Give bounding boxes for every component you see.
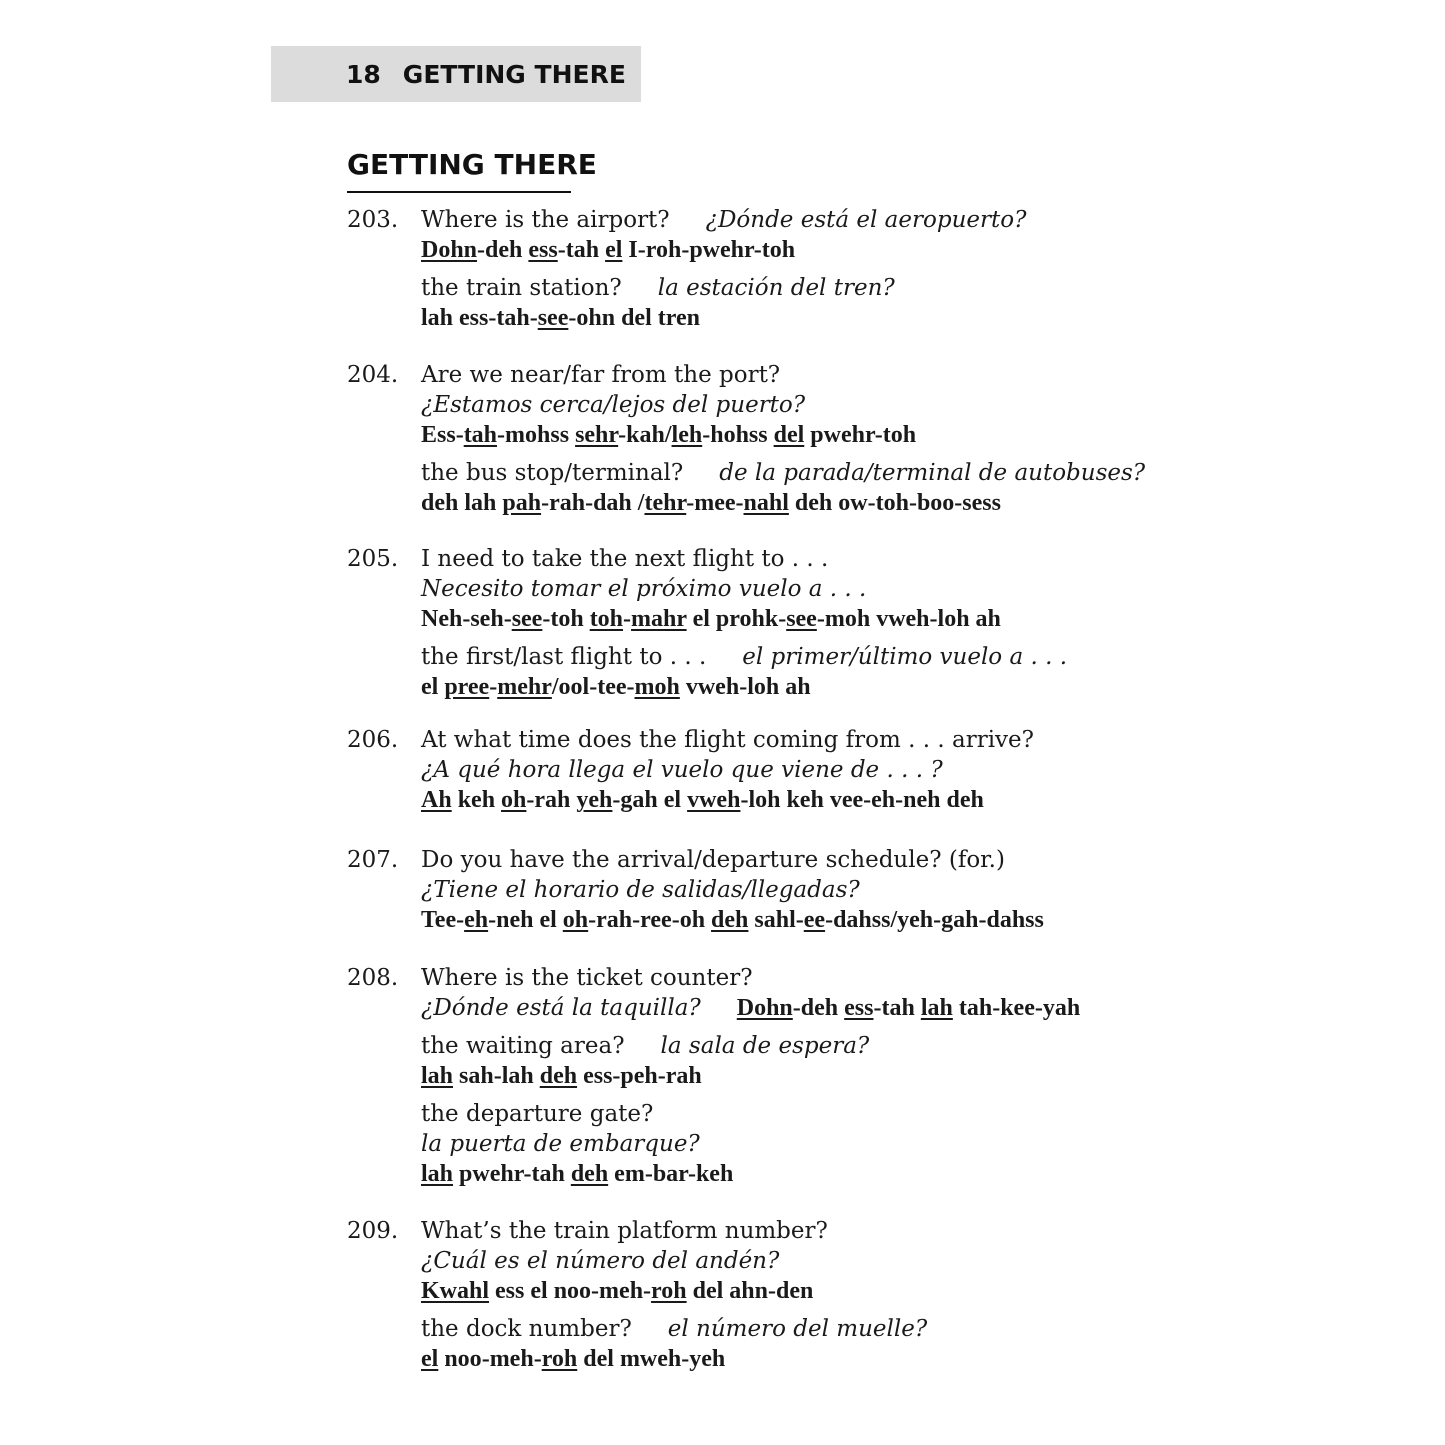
pronunciation: Kwahl ess el noo-meh-roh del ahn-den [421,1278,814,1304]
spanish-subphrase: el primer/último vuelo a . . . [742,644,1068,670]
spanish-subphrase: el número del muelle? [667,1316,928,1342]
entry-number: 204. [347,362,399,388]
entry-number: 207. [347,847,399,873]
english-subphrase: the first/last flight to . . . [421,644,707,670]
phrase-entry-203 [347,205,1026,333]
english-phrase: At what time does the flight coming from . . . arrive? [421,727,1034,753]
english-phrase: Do you have the arrival/departure schedule? (for.) [421,847,1005,873]
phrase-entry-208 [347,963,1080,1189]
pronunciation: Dohn-deh ess-tah el I-roh-pwehr-toh [421,237,796,263]
pronunciation: Tee-eh-neh el oh-rah-ree-oh deh sahl-ee-dahss/yeh-gah-dahss [421,907,1044,933]
entry-number: 208. [347,965,399,991]
running-header [271,46,641,102]
english-subphrase-2: the departure gate? [421,1101,654,1127]
phrase-entry-206 [347,725,1034,815]
phrase-entry-205 [347,544,1067,702]
spanish-phrase: ¿Dónde está la taquilla? [421,995,701,1021]
phrase-entry-209 [347,1216,927,1374]
english-phrase: Where is the ticket counter? [421,965,753,991]
sub-pronunciation: el pree-mehr/ool-tee-moh vweh-loh ah [421,674,811,700]
entry-number: 203. [347,207,399,233]
phrase-entry-204 [347,360,1145,518]
entry-number: 209. [347,1218,399,1244]
spanish-subphrase: de la parada/terminal de autobuses? [719,460,1146,486]
english-subphrase: the dock number? [421,1316,632,1342]
spanish-phrase: ¿Estamos cerca/lejos del puerto? [421,392,806,418]
pronunciation: Ess-tah-mohss sehr-kah/leh-hohss del pwehr-toh [421,422,917,448]
spanish-subphrase-2: la puerta de embarque? [421,1131,700,1157]
pronunciation: Dohn-deh ess-tah lah tah-kee-yah [736,995,1081,1021]
entry-number: 205. [347,546,399,572]
english-subphrase: the bus stop/terminal? [421,460,684,486]
spanish-phrase: ¿Cuál es el número del andén? [421,1248,780,1274]
spanish-phrase: ¿Tiene el horario de salidas/llegadas? [421,877,860,903]
english-subphrase: the waiting area? [421,1033,625,1059]
spanish-phrase: Necesito tomar el próximo vuelo a . . . [421,576,867,602]
page-number: 18 [346,59,381,89]
spanish-subphrase: la sala de espera? [660,1033,870,1059]
spanish-subphrase: la estación del tren? [657,275,895,301]
section-title-underline [347,191,571,193]
sub-pronunciation: lah sah-lah deh ess-peh-rah [421,1063,702,1089]
spanish-phrase: ¿Dónde está el aeropuerto? [705,207,1027,233]
sub-pronunciation: lah ess-tah-see-ohn del tren [421,305,700,331]
english-phrase: I need to take the next flight to . . . [421,546,829,572]
sub-pronunciation: deh lah pah-rah-dah /tehr-mee-nahl deh ow-toh-boo-sess [421,490,1001,516]
phrase-entry-207 [347,845,1044,935]
sub-pronunciation-2: lah pwehr-tah deh em-bar-keh [421,1161,734,1187]
pronunciation: Neh-seh-see-toh toh-mahr el prohk-see-moh vweh-loh ah [421,606,1001,632]
english-subphrase: the train station? [421,275,622,301]
english-phrase: Where is the airport? [421,207,670,233]
pronunciation: Ah keh oh-rah yeh-gah el vweh-loh keh vee-eh-neh deh [421,787,984,813]
english-phrase: What’s the train platform number? [421,1218,828,1244]
running-title: GETTING THERE [402,59,626,89]
section-title: GETTING THERE [347,148,597,181]
entry-number: 206. [347,727,399,753]
sub-pronunciation: el noo-meh-roh del mweh-yeh [421,1346,726,1372]
english-phrase: Are we near/far from the port? [421,362,781,388]
spanish-phrase: ¿A qué hora llega el vuelo que viene de . . . ? [421,757,943,783]
